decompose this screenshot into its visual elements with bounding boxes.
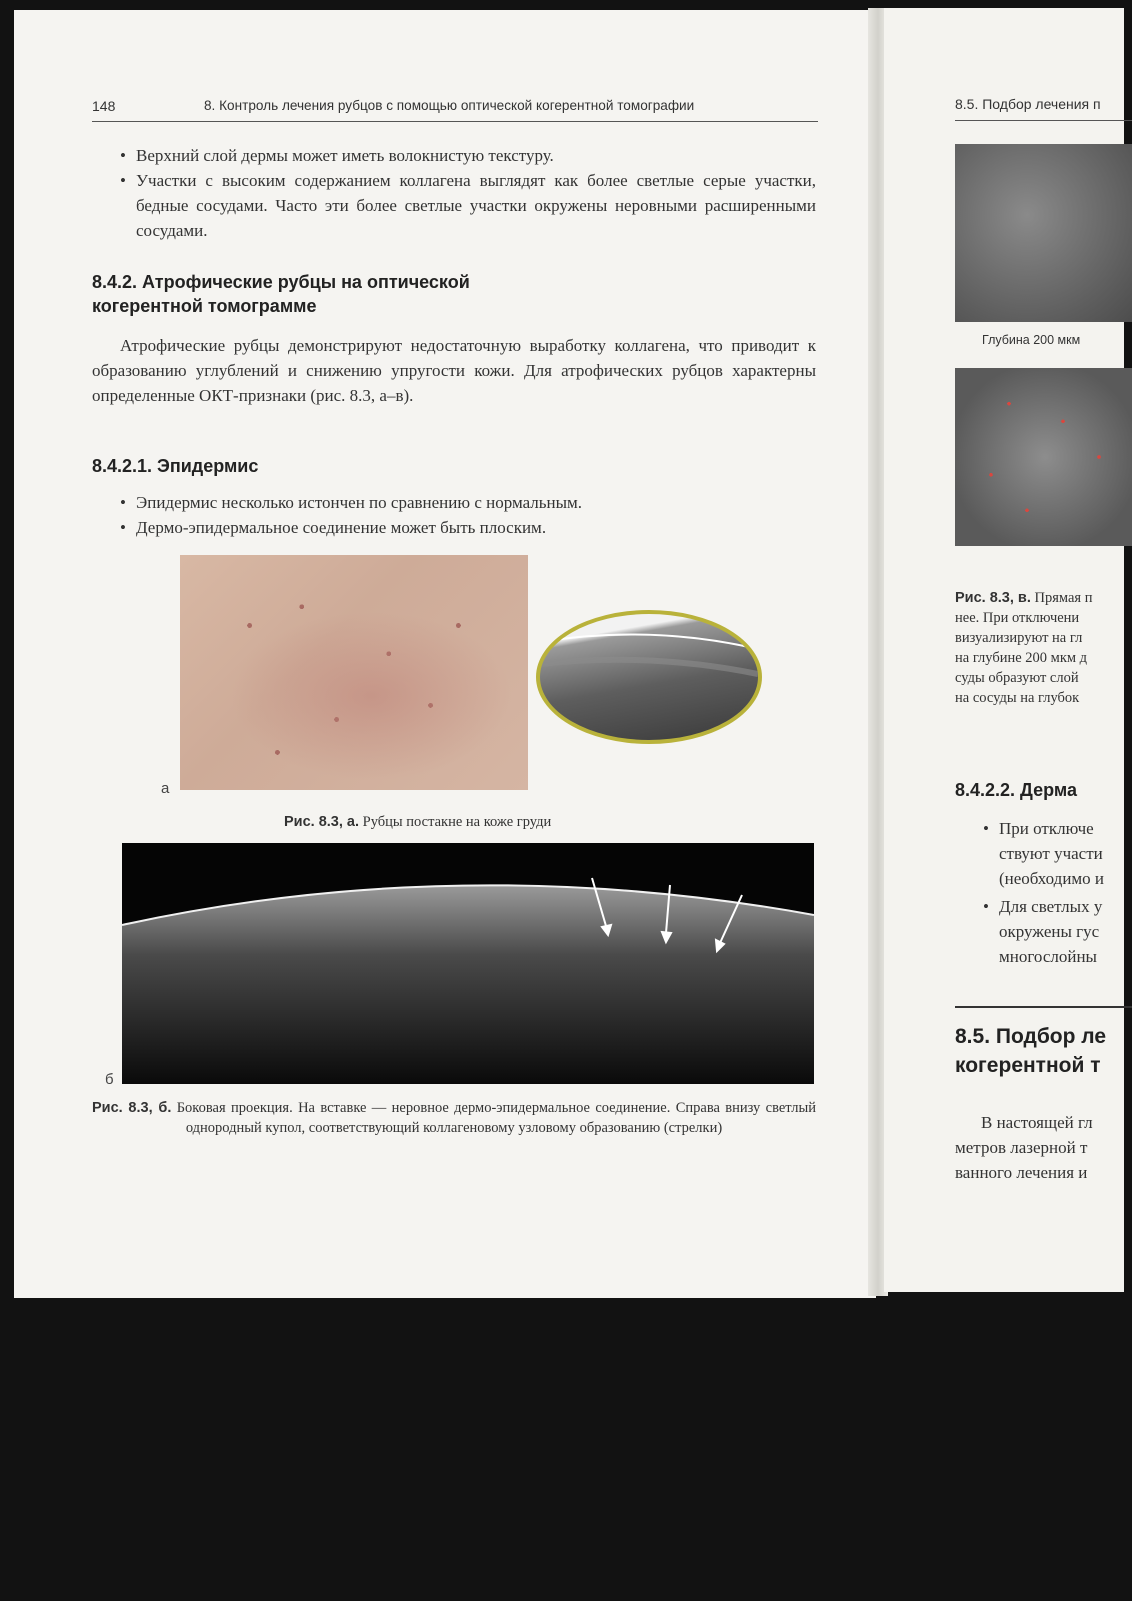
epidermis-bullet-2: • Дермо-эпидермальное соединение может быть плоским. [120, 518, 547, 537]
figure-c-caption: Рис. 8.3, в. Прямая п нее. При отключени визуализируют на гл на глубине 200 мкм д суды образуют слой на сосуды на глубок [955, 590, 1093, 706]
top-bullet-2: • Участки с высоким содержанием коллагена выглядят как более светлые серые участки, бедные сосудами. Часто эти более светлые участки окружены неровными расширенными сосудами. [120, 171, 816, 240]
top-bullet-1: • Верхний слой дермы может иметь волокнистую текстуру. [120, 146, 554, 165]
figure-b-letter: б [105, 1071, 114, 1088]
oct-side-projection [122, 843, 814, 1084]
derma-bullet-1: • При отключе ствуют участи (необходимо и [983, 819, 1105, 888]
depth-label: Глубина 200 мкм [982, 333, 1081, 347]
section-85-title: 8.5. Подбор ле когерентной т [955, 1025, 1107, 1077]
section-8422-title: 8.4.2.2. Дерма [955, 780, 1077, 800]
oct-inset-image [536, 610, 762, 744]
figure-a-letter: а [161, 780, 170, 797]
running-head-right: 8.5. Подбор лечения п [955, 96, 1101, 112]
figure-b-caption: Рис. 8.3, б. Боковая проекция. На вставке — неровное дермо-эпидермальное соединение. Справа внизу светлый однородный купол, соответствующий коллагеновому узловому образованию (стрелки) [92, 1100, 817, 1136]
section-85-paragraph: В настоящей гл метров лазерной т ванного лечения и [955, 1113, 1093, 1182]
oct-depth-image-vessels [955, 368, 1132, 546]
section-85-rule [955, 1006, 1132, 1008]
section-842-title: 8.4.2. Атрофические рубцы на оптической когерентной томограмме [92, 272, 470, 316]
epidermis-bullet-1: • Эпидермис несколько истончен по сравнению с нормальным. [120, 493, 583, 512]
inset-layers [540, 614, 758, 740]
header-rule-right [955, 120, 1132, 121]
header-rule [92, 121, 818, 122]
derma-bullet-2: • Для светлых у окружены гус многослойны [983, 897, 1103, 966]
section-8421-title: 8.4.2.1. Эпидермис [92, 456, 259, 476]
page-number: 148 [92, 98, 116, 114]
running-head-left: 8. Контроль лечения рубцов с помощью оптической когерентной томографии [204, 98, 695, 113]
skin-photo [180, 555, 528, 790]
figure-a-caption: Рис. 8.3, а. Рубцы постакне на коже груди [284, 814, 552, 830]
oct-depth-image-gray [955, 144, 1132, 322]
section-842-paragraph: Атрофические рубцы демонстрируют недостаточную выработку коллагена, что приводит к образованию углублений и снижению упругости кожи. Для атрофических рубцов характерны определенные ОКТ-признаки (рис. 8.3, а–в). [92, 336, 816, 405]
oct-scan-drawing [122, 843, 814, 1084]
